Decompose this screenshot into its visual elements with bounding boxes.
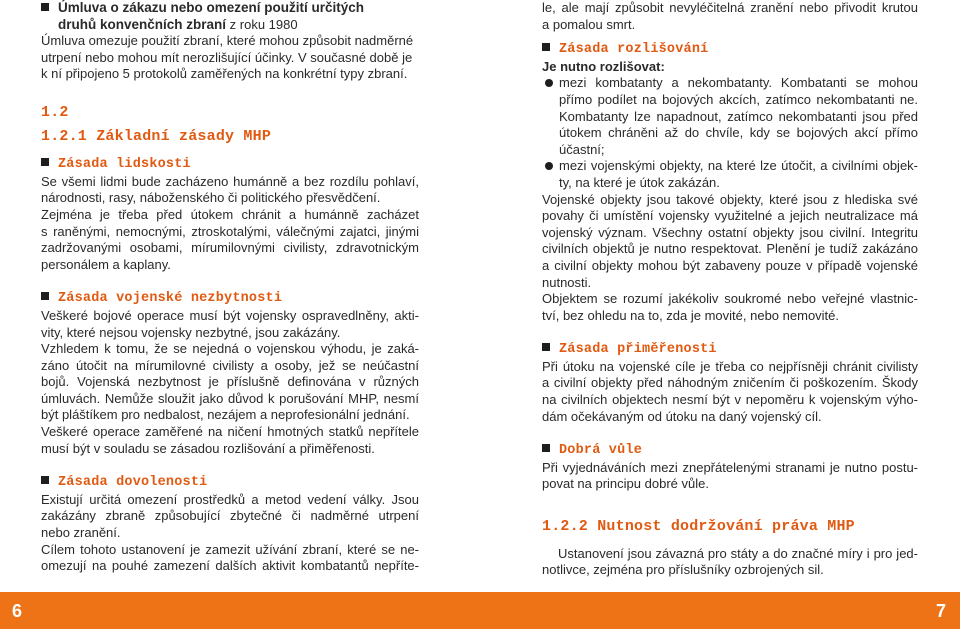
- page-number-left: 6: [12, 601, 23, 621]
- body-line: povahy či umístění vojensky využitelné a jejich neutralizace má: [542, 208, 918, 224]
- intro-line: k ní připojeno 5 protokolů zaměřených na konkrétní typy zbraní.: [41, 66, 408, 82]
- principle-necessity-heading: Zásada vojenské nezbytnosti: [41, 289, 419, 308]
- body-line: nutnosti.: [542, 274, 592, 290]
- body-line: s raněnými, nemocnými, ztroskotalými, válečnými zajatci, jinými: [41, 223, 419, 239]
- intro-line: utrpení nebo mohou mít nerozlišující účinky. V současné době je: [41, 49, 413, 65]
- body-line: notlivce, zejména pro příslušníky ozbrojených sil.: [542, 562, 824, 578]
- section-number: 1.2: [41, 103, 69, 121]
- body-line: úmluvách. Nemůže sloužit jako důvod k porušování MHP, nesmí: [41, 390, 419, 406]
- body-line: Veškeré bojové operace musí být vojensky ospravedlněny, akti-: [41, 307, 419, 323]
- body-line: Cílem tohoto ustanovení je zamezit užívání zbraní, které se ne-: [41, 541, 419, 557]
- body-line: le, ale mají způsobit nevyléčitelná zranění nebo přivodit krutou: [542, 0, 918, 15]
- body-line: vojenský význam. Všechny ostatní objekty jsou civilní. Integritu: [542, 224, 918, 240]
- left-column: [41, 0, 419, 575]
- distinction-bullet-2: mezi vojenskými objekty, na které lze útočit, a civilními objek- ty, na které je útok zakázán.: [542, 158, 918, 191]
- body-line: a pomalou smrt.: [542, 16, 636, 32]
- body-line: Vojenské objekty jsou takové objekty, které jsou z hlediska své: [542, 191, 918, 207]
- square-bullet-icon: [41, 3, 49, 11]
- square-bullet-icon: [542, 43, 550, 51]
- principle-legality-heading: Zásada dovolenosti: [41, 473, 419, 492]
- square-bullet-icon: [41, 476, 49, 484]
- convention-title-line2: druhů konvenčních zbraní z roku 1980: [58, 16, 298, 32]
- body-line: Existují určitá omezení prostředků a metod vedení války. Jsou: [41, 491, 419, 507]
- body-line: Vzhledem k tomu, že se nejedná o vojenskou výhodu, je zaká-: [41, 341, 419, 357]
- body-line: a civilní objekty před náhodným zničením či poškozením. Škody: [542, 375, 918, 391]
- body-line: zakázány zbraně způsobující zbytečné či nadměrné utrpení: [41, 508, 419, 524]
- principle-humanity-heading: Zásada lidskosti: [41, 155, 419, 174]
- body-line: a civilní objekty mohou být zabaveny pouze v případě vojenské: [542, 257, 918, 273]
- body-line: Při útoku na vojenské cíle je třeba co nejpřísněji chránit civilisty: [542, 358, 918, 374]
- square-bullet-icon: [41, 158, 49, 166]
- body-line: Se všemi lidmi bude zacházeno humánně a bez rozdílu pohlaví,: [41, 173, 419, 189]
- body-line: personálem a kaplany.: [41, 256, 171, 272]
- body-line: omezují na pouhé zamezení dalších aktivit kombatantů nepříte-: [41, 558, 419, 574]
- body-line: na civilních objektech nesmí být v nepoměru k vojenským výho-: [542, 392, 918, 408]
- square-bullet-icon: [542, 444, 550, 452]
- body-line: civilních objektů je nutno respektovat. Plenění je tudíž zakázáno: [542, 241, 918, 257]
- footer-bar: [0, 592, 960, 629]
- principle-proportionality-heading: Zásada přiměřenosti: [542, 340, 918, 359]
- body-line: musí být v souladu se zásadou rozlišování a přiměřenosti.: [41, 440, 375, 456]
- body-line: bojů. Vojenská nezbytnost je příslušně definována v různých: [41, 374, 419, 390]
- body-line: záno útočit na mírumilovné civilisty a osoby, jež se neúčastní: [41, 357, 419, 373]
- body-line: dám očekávaným od útoku na daný vojenský cíl.: [542, 408, 822, 424]
- body-line: národnosti, rasy, náboženského či politického přesvědčení.: [41, 190, 381, 206]
- body-line: zadržovanými osobami, mírumilovnými civilisty, zdravotnickým: [41, 240, 419, 256]
- square-bullet-icon: [41, 292, 49, 300]
- section-title-2: 1.2.2 Nutnost dodržování práva MHP: [542, 518, 855, 536]
- right-column: [542, 0, 918, 579]
- body-line: Veškeré operace zaměřené na ničení hmotných statků nepřítele: [41, 424, 419, 440]
- distinction-subtitle: Je nutno rozlišovat:: [542, 58, 665, 74]
- section-title: 1.2.1 Základní zásady MHP: [41, 127, 272, 145]
- round-bullet-icon: [545, 79, 553, 87]
- square-bullet-icon: [542, 343, 550, 351]
- body-line: Ustanovení jsou závazná pro státy a do značné míry i pro jed-: [558, 545, 918, 561]
- distinction-bullet-1: mezi kombatanty a nekombatanty. Kombatanti se mohou přímo podílet na bojových akcích, zatímco nekombatanti ne. Kombatanty lze napadnout, zatímco nekombatanti jsou před útokem chráněni až do chvíle, kdy se bojových akcí přímo účastní;: [542, 75, 918, 158]
- body-line: Při vyjednáváních mezi znepřátelenými stranami je nutno postu-: [542, 459, 918, 475]
- page-number-right: 7: [935, 601, 946, 621]
- body-line: tví, bez ohledu na to, zda je movité, nebo nemovité.: [542, 307, 840, 323]
- intro-line: Úmluva omezuje použití zbraní, které mohou způsobit nadměrné: [41, 33, 414, 49]
- convention-title: Úmluva o zákazu nebo omezení použití určitých: [41, 0, 419, 17]
- body-line: povat na principu dobré vůle.: [542, 476, 709, 492]
- body-line: Objektem se rozumí jakékoliv soukromé nebo veřejné vlastnic-: [542, 291, 918, 307]
- principle-distinction-heading: Zásada rozlišování: [542, 40, 918, 59]
- body-line: být pláštíkem pro nedbalost, nezájem a neprofesionální jednání.: [41, 407, 410, 423]
- body-line: Zejména je třeba před útokem chránit a humánně zacházet: [41, 206, 419, 222]
- round-bullet-icon: [545, 162, 553, 170]
- body-line: nebo zranění.: [41, 525, 121, 541]
- principle-good-faith-heading: Dobrá vůle: [542, 441, 918, 460]
- body-line: vity, které nejsou vojensky nezbytné, jsou zakázány.: [41, 324, 341, 340]
